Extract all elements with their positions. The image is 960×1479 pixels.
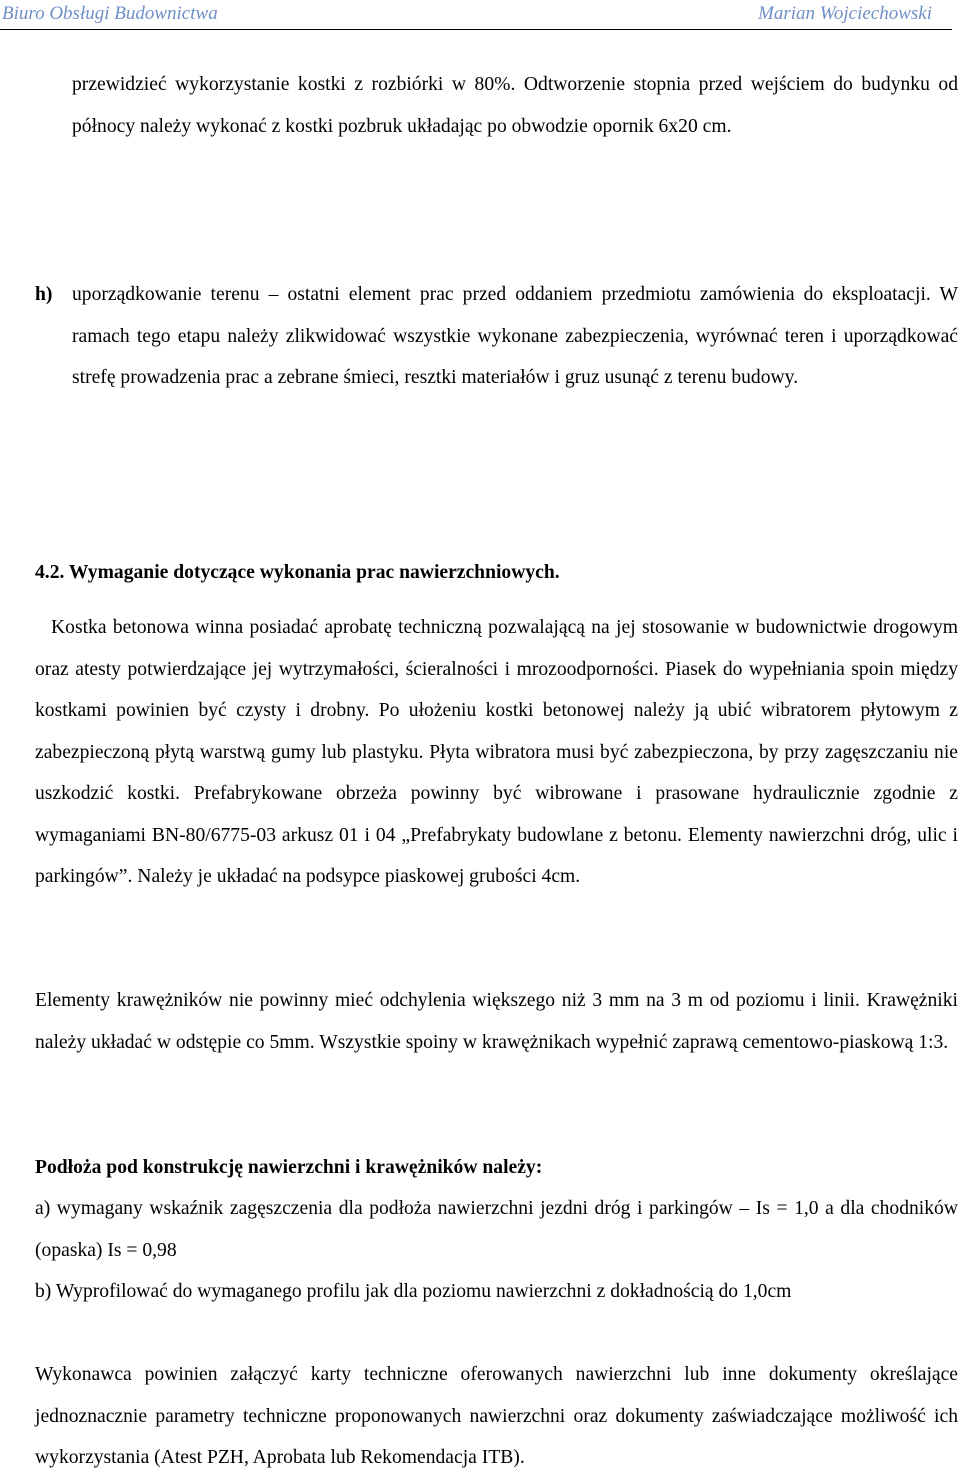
header-author: Marian Wojciechowski	[758, 3, 932, 24]
closing-paragraph: Wykonawca powinien załączyć karty techniczne oferowanych nawierzchni lub inne dokumenty określające jednoznacznie parametry techniczne proponowanych nawierzchni oraz dokumenty zaświadczające możliwość ich wykorzystania (Atest PZH, Aprobata lub Rekomendacja ITB).	[35, 1364, 958, 1468]
page-header	[0, 0, 960, 30]
header-rule	[0, 29, 952, 30]
section-paragraph-1: Kostka betonowa winna posiadać aprobatę techniczną pozwalającą na jej stosowanie w budownictwie drogowym oraz atesty potwierdzające jej wytrzymałości, ścieralności i mrozoodporności. Piasek do wypełniania spoin między kostkami powinien być czysty i drobny. Po ułożeniu kostki betonowej należy ją ubić wibratorem płytowym z zabezpieczoną płytą warstwą gumy lub plastyku. Płyta wibratora musi być zabezpieczona, by przy zagęszczaniu nie uszkodzić kostki. Prefabrykowane obrzeża powinny być wibrowane i prasowane hydraulicznie zgodnie z wymaganiami BN-80/6775-03 arkusz 01 i 04 „Prefabrykaty budowlane z betonu. Elementy nawierzchni dróg, ulic i parkingów”. Należy je układać na podsypce piaskowej grubości 4cm.	[35, 617, 958, 887]
continuation-paragraph: przewidzieć wykorzystanie kostki z rozbiórki w 80%. Odtworzenie stopnia przed wejściem do budynku od północy należy wykonać z kostki pozbruk układając po obwodzie opornik 6x20 cm.	[72, 74, 958, 137]
item-h-text: uporządkowanie terenu – ostatni element prac przed oddaniem przedmiotu zamówienia do eksploatacji. W ramach tego etapu należy zlikwidować wszystkie wykonane zabezpieczenia, wyrównać teren i uporządkować strefę prowadzenia prac a zebrane śmieci, resztki materiałów i gruz usunąć z terenu budowy.	[72, 284, 958, 388]
section-paragraph-2: Elementy krawężników nie powinny mieć odchylenia większego niż 3 mm na 3 m od poziomu i linii. Krawężniki należy układać w odstępie co 5mm. Wszystkie spoiny w krawężnikach wypełnić zaprawą cementowo-piaskową 1:3.	[35, 990, 958, 1053]
subsection-heading: Podłoża pod konstrukcję nawierzchni i krawężników należy:	[35, 1157, 543, 1178]
header-company: Biuro Obsługi Budownictwa	[2, 3, 218, 24]
subsection-item-a: a) wymagany wskaźnik zagęszczenia dla podłoża nawierzchni jezdni dróg i parkingów – Is = 1,0 a dla chodników (opaska) Is = 0,98	[35, 1198, 958, 1261]
subsection-item-b: b) Wyprofilować do wymaganego profilu jak dla poziomu nawierzchni z dokładnością do 1,0cm	[35, 1281, 792, 1302]
section-heading: 4.2. Wymaganie dotyczące wykonania prac nawierzchniowych.	[35, 562, 560, 583]
item-h-marker: h)	[35, 284, 53, 305]
